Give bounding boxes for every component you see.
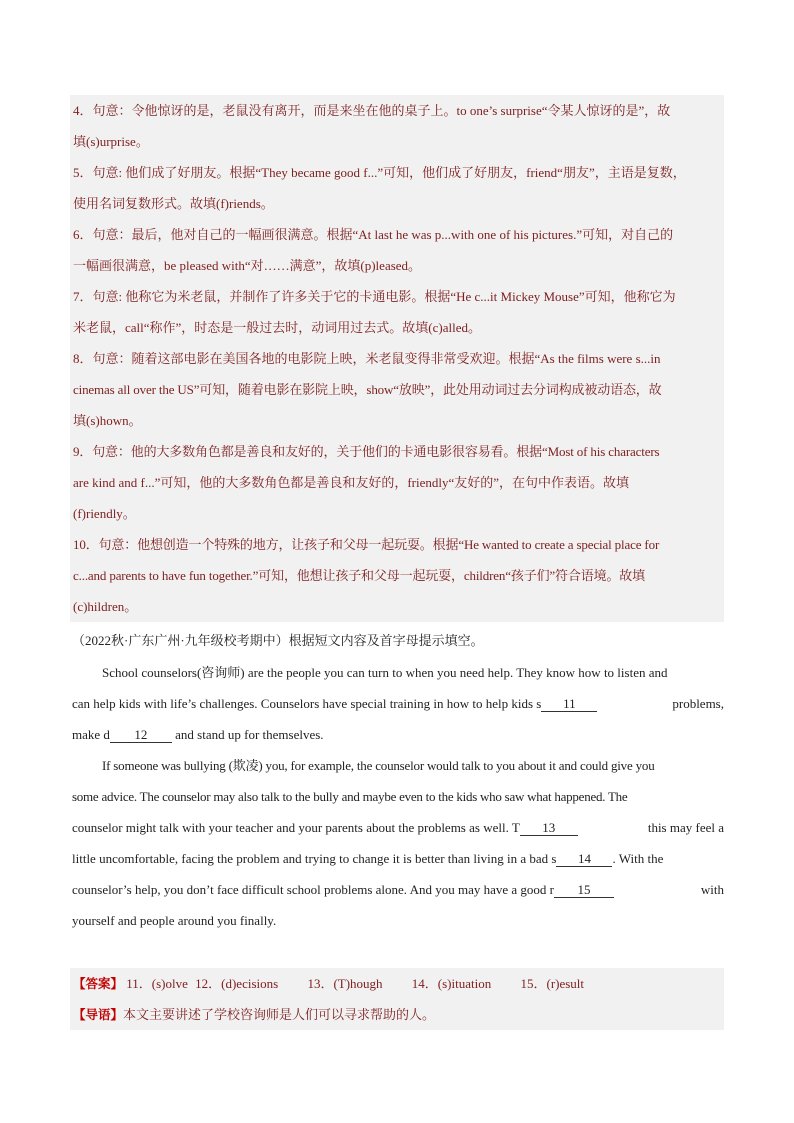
passage-text: make d [72,727,110,742]
passage-text: with [700,882,724,897]
passage-line: School counselors(咨询师) are the people you can turn to when you need help. They know how to listen and [102,665,668,680]
blank-12[interactable]: 12 [110,728,172,743]
answer-explanation-block [70,95,724,622]
passage-line: If someone was bullying (欺凌) you, for example, the counselor would talk to you about it and could give you [102,758,655,773]
answer-line: 10．句意：他想创造一个特殊的地方，让孩子和父母一起玩耍。根据“He wanted to create a special place for [73,537,660,552]
answer-line: 5．句意: 他们成了好朋友。根据“They became good f...”可知，他们成了好朋友，friend“朋友”，主语是复数， [73,165,686,180]
passage-line: some advice. The counselor may also talk to the bully and maybe even to the kids who saw what happened. The [72,789,628,804]
passage-line [72,719,724,750]
passage-text: can help kids with life’s challenges. Counselors have special training in how to help kids s [72,696,542,711]
passage-paragraph-1 [72,657,724,750]
question-source-note: （2022秋·广东广州·九年级校考期中）根据短文内容及首字母提示填空。 [72,633,484,648]
answer-line: (c)hildren。 [73,599,138,614]
answer-tag: 【答案】 [73,976,124,991]
blank-15[interactable]: 15 [554,883,614,898]
answer-item: 15．(r)esult [520,976,585,991]
answer-line: 9．句意：他的大多数角色都是善良和友好的，关于他们的卡通电影很容易看。根据“Most of his characters [73,444,660,459]
passage-text: . With the [612,851,664,866]
answer-line: 使用名词复数形式。故填(f)riends。 [73,196,274,211]
answer-line: 6．句意：最后，他对自己的一幅画很满意。根据“At last he was p...with one of his pictures.”可知，对自己的 [73,227,674,242]
answer-line: 填(s)urprise。 [73,134,149,149]
guide-tag: 【导语】 [73,1007,124,1022]
passage-line [72,874,724,905]
answer-line: 一幅画很满意，be pleased with“对……满意”，故填(p)leased。 [73,258,422,273]
passage-text: problems, [672,696,724,711]
passage-line [72,843,724,874]
blank-13[interactable]: 13 [520,821,578,836]
blank-11[interactable]: 11 [541,697,597,712]
answer-line: c...and parents to have fun together.”可知，他想让孩子和父母一起玩耍，children“孩子们”符合语境。故填 [73,568,645,583]
answer-line: 4．句意：令他惊讶的是，老鼠没有离开，而是来坐在他的桌子上。to one’s surprise“令某人惊讶的是”，故 [73,103,671,118]
answer-line: 填(s)hown。 [73,413,142,428]
answer-item: 12．(d)ecisions [195,976,279,991]
answer-line: 8．句意：随着这部电影在美国各地的电影院上映，米老鼠变得非常受欢迎。根据“As the films were s...in [73,351,661,366]
answer-line: 米老鼠，call“称作”，时态是一般过去时，动词用过去式。故填(c)alled。 [73,320,481,335]
passage-line: yourself and people around you finally. [72,913,277,928]
blank-14[interactable]: 14 [556,852,612,867]
answer-line: are kind and f...”可知，他的大多数角色都是善良和友好的，friendly“友好的”，在句中作表语。故填 [73,475,630,490]
answer-item: 13．(T)hough [307,976,383,991]
answer-line: (f)riendly。 [73,506,136,521]
passage-text: counselor’s help, you don’t face difficult school problems alone. And you may have a good r [72,882,554,897]
answer-key-block [70,968,724,1030]
guide-line [70,999,724,1030]
passage-text: this may feel a [647,820,724,835]
answer-line: cinemas all over the US”可知，随着电影在影院上映，show“放映”，此处用动词过去分词构成被动语态，故 [73,382,662,397]
passage-text: and stand up for themselves. [175,727,324,742]
guide-text: 本文主要讲述了学校咨询师是人们可以寻求帮助的人。 [123,1007,436,1022]
passage-text: counselor might talk with your teacher and your parents about the problems as well. T [72,820,520,835]
answer-key-line [70,968,724,999]
passage-text: little uncomfortable, facing the problem and trying to change it is better than living in a bad s [72,851,557,866]
passage-line [72,688,724,719]
answer-line: 7．句意: 他称它为米老鼠，并制作了许多关于它的卡通电影。根据“He c...it Mickey Mouse”可知，他称它为 [73,289,676,304]
passage-line [72,812,724,843]
answer-item: 11．(s)olve [126,976,188,991]
answer-item: 14．(s)ituation [411,976,492,991]
passage-paragraph-2 [72,750,724,936]
